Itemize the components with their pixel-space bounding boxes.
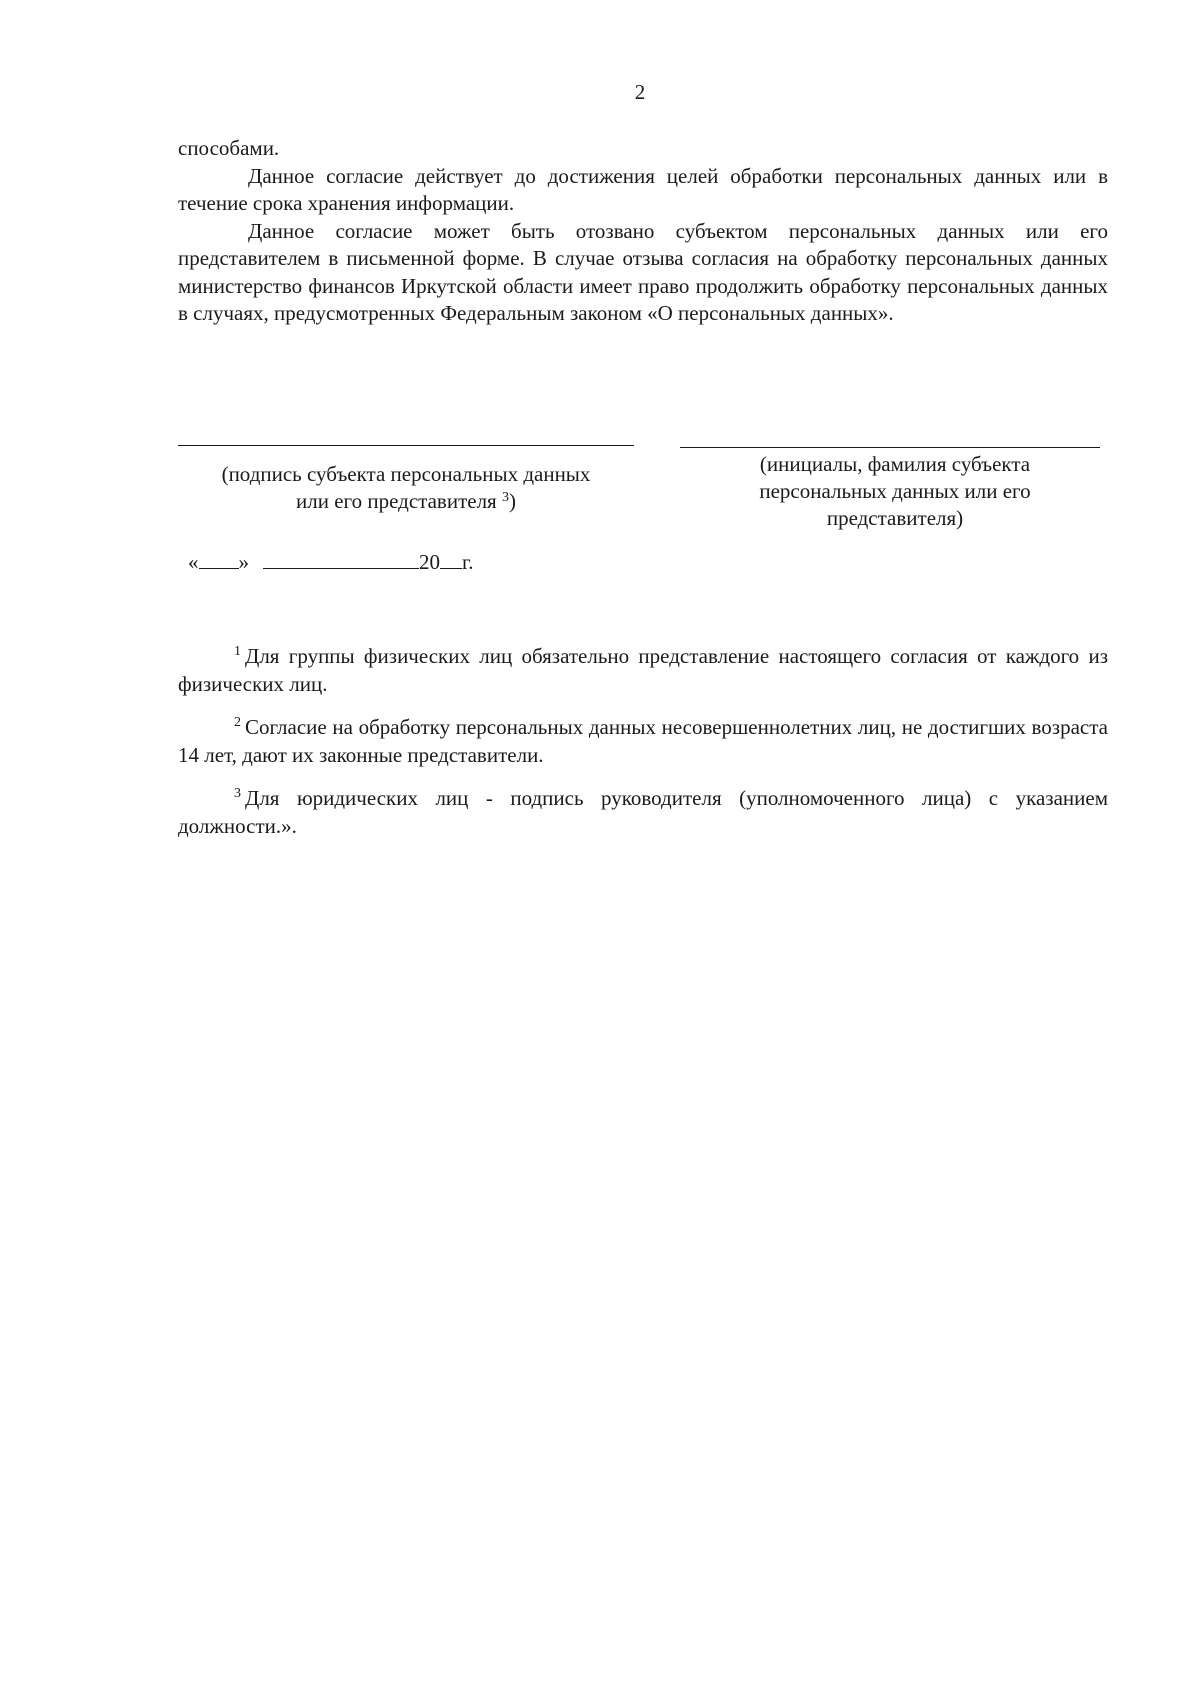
signature-caption: [178, 461, 634, 515]
signature-line: [178, 445, 634, 446]
footnote-ref: 3: [501, 490, 509, 505]
page-number: 2: [634, 80, 646, 104]
footnote-number: 1: [234, 644, 241, 659]
date-close-quote: »: [238, 550, 249, 574]
paragraph-validity: Данное согласие действует до достижения целей обработки персональных данных или в течение срока хранения информации.: [178, 163, 1108, 215]
signature-caption-close: ): [508, 489, 516, 513]
footnote-text: Согласие на обработку персональных данных несовершеннолетних лиц, не достигших возраста 14 лет, дают их законные представители.: [178, 715, 1108, 767]
signature-caption-text: или его представителя: [296, 489, 502, 513]
date-line: [188, 550, 474, 575]
name-line: [680, 447, 1100, 448]
paragraph-continuation: способами.: [178, 136, 280, 160]
name-caption-line: персональных данных или его: [759, 479, 1031, 503]
footnotes: [178, 642, 1108, 855]
footnote-number: 3: [234, 786, 241, 801]
paragraph-revocation: Данное согласие может быть отозвано субъектом персональных данных или его представителем в письменной форме. В случае отзыва согласия на обработку персональных данных министерство финансов Иркутской области имеет право продолжить обработку персональных данных в случаях, предусмотренных Федеральным законом «О персональных данных».: [178, 218, 1108, 325]
footnote: [178, 713, 1108, 769]
name-caption-line: представителя): [826, 506, 964, 530]
footnote: [178, 784, 1108, 840]
name-caption-line: (инициалы, фамилия субъекта: [759, 452, 1031, 476]
name-caption: [700, 451, 1090, 532]
year-prefix: 20: [419, 550, 440, 574]
year-suffix: г.: [462, 550, 474, 574]
footnote: [178, 642, 1108, 698]
footnote-text: Для юридических лиц - подпись руководителя (уполномоченного лица) с указанием должности.».: [178, 786, 1108, 838]
signature-caption-line: [178, 488, 634, 515]
month-blank: [263, 550, 419, 569]
day-blank: [199, 550, 239, 569]
consent-body: [178, 135, 1108, 328]
footnote-number: 2: [234, 715, 241, 730]
year-blank: [440, 550, 462, 569]
signature-caption-line: (подпись субъекта персональных данных: [221, 462, 591, 486]
footnote-text: Для группы физических лиц обязательно представление настоящего согласия от каждого из физических лиц.: [178, 644, 1108, 696]
date-open-quote: «: [188, 550, 199, 574]
